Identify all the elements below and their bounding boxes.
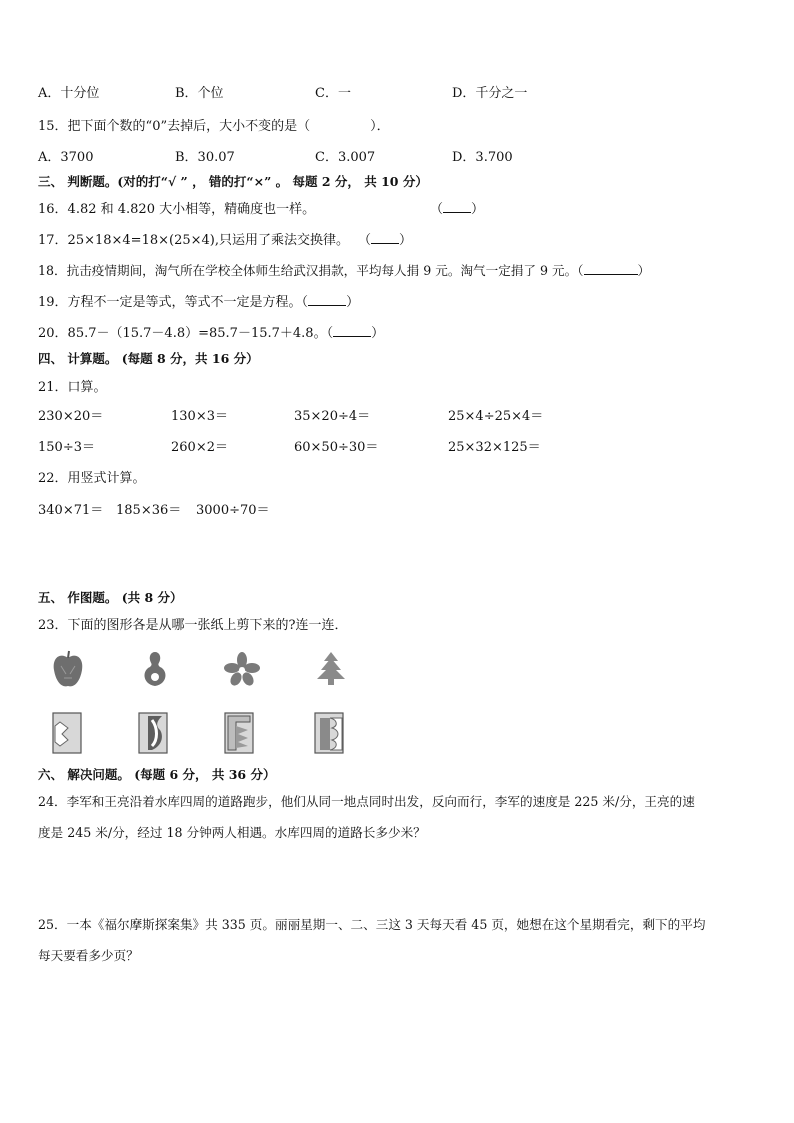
q18-text: 18．抗击疫情期间，淘气所在学校全体师生给武汉捐款，平均每人捐 9 元。淘气一定捐了 9 元。: [38, 263, 578, 278]
section4-title: 四、 计算题。 (每题 8 分，共 16 分）: [38, 351, 259, 366]
q22-item: 340×71＝: [38, 503, 104, 518]
q17: [38, 229, 349, 248]
q17-text: 17．25×18×4=18×(25×4),只运用了乘法交换律。: [38, 233, 349, 248]
q15-option-b: B．30.07: [175, 150, 235, 165]
q15-stem-tail: ）．: [370, 119, 390, 134]
q21-item: 260×2＝: [171, 440, 228, 455]
q22-item: 185×36＝: [116, 503, 182, 518]
paper-apple-cut-icon[interactable]: [52, 712, 82, 754]
q19: 19．方程不一定是等式，等式不一定是方程。（ ）: [38, 291, 359, 310]
q21-title: 21．口算。: [38, 380, 107, 395]
q21-item: 25×4÷25×4＝: [448, 409, 544, 424]
q22-item: 3000÷70＝: [196, 503, 270, 518]
q19-text: 19．方程不一定是等式，等式不一定是方程。: [38, 295, 302, 310]
q25-line-2: 每天要看多少页？: [38, 948, 139, 963]
q21-item: 25×32×125＝: [448, 440, 541, 455]
q21-item: 150÷3＝: [38, 440, 95, 455]
flower-icon[interactable]: [224, 652, 260, 686]
q24-line-2: 度是 245 米/分，经过 18 分钟两人相遇。水库四周的道路长多少米？: [38, 825, 426, 840]
section5-title: 五、 作图题。 (共 8 分）: [38, 590, 183, 605]
q18: 18．抗击疫情期间，淘气所在学校全体师生给武汉捐款，平均每人捐 9 元。淘气一定捐了 9 元。（ ）: [38, 263, 651, 278]
q20-answer-blank[interactable]: [333, 323, 371, 337]
q14-option-b: B．个位: [175, 86, 224, 101]
paper-tree-cut-icon[interactable]: [314, 712, 344, 754]
q21-item: 230×20＝: [38, 409, 104, 424]
paper-flower-cut-icon[interactable]: [224, 712, 254, 754]
q19-answer-blank[interactable]: [308, 292, 346, 306]
q16-answer-paren: （ ）: [430, 198, 484, 217]
q15-option-d: D．3.700: [452, 150, 513, 165]
q14-option-a: A．十分位: [38, 86, 100, 101]
q21-item: 35×20÷4＝: [294, 409, 371, 424]
section3-title: 三、 判断题。(对的打“√ ” ， 错的打“×” 。 每题 2 分， 共 10 分）: [38, 174, 428, 189]
q16-answer-blank[interactable]: [443, 199, 471, 213]
q15-stem-text: 15．把下面个数的“0”去掉后，大小不变的是（: [38, 119, 311, 134]
q24-line-1: 24．李军和王亮沿着水库四周的道路跑步，他们从同一地点同时出发，反向而行，李军的速度是 225 米/分，王亮的速: [38, 794, 695, 809]
gourd-icon[interactable]: [140, 650, 170, 688]
q16-text: 16．4.82 和 4.820 大小相等，精确度也一样。: [38, 202, 316, 217]
q21-item: 60×50÷30＝: [294, 440, 379, 455]
q22-title: 22．用竖式计算。: [38, 471, 146, 486]
q16: [38, 198, 315, 217]
q20-text: 20．85.7－（15.7－4.8）=85.7－15.7＋4.8。: [38, 326, 327, 341]
q23-text: 23．下面的图形各是从哪一张纸上剪下来的?连一连．: [38, 618, 348, 633]
q21-item: 130×3＝: [171, 409, 228, 424]
q17-answer-paren: （ ）: [358, 229, 412, 248]
q15-option-c: C．3.007: [315, 150, 376, 165]
q15-option-a: A．3700: [38, 150, 94, 165]
q14-option-c: C．一: [315, 86, 351, 101]
q17-answer-blank[interactable]: [371, 230, 399, 244]
q15-stem: [38, 115, 390, 134]
paper-gourd-cut-icon[interactable]: [138, 712, 168, 754]
q20: 20．85.7－（15.7－4.8）=85.7－15.7＋4.8。（ ）: [38, 322, 384, 341]
q25-line-1: 25．一本《福尔摩斯探案集》共 335 页。丽丽星期一、二、三这 3 天每天看 45 页，她想在这个星期看完，剩下的平均: [38, 917, 706, 932]
q14-option-d: D．千分之一: [452, 86, 528, 101]
tree-icon[interactable]: [314, 650, 348, 686]
apple-icon[interactable]: [52, 650, 84, 690]
q18-answer-blank[interactable]: [584, 261, 638, 275]
section6-title: 六、 解决问题。 (每题 6 分， 共 36 分）: [38, 767, 276, 782]
